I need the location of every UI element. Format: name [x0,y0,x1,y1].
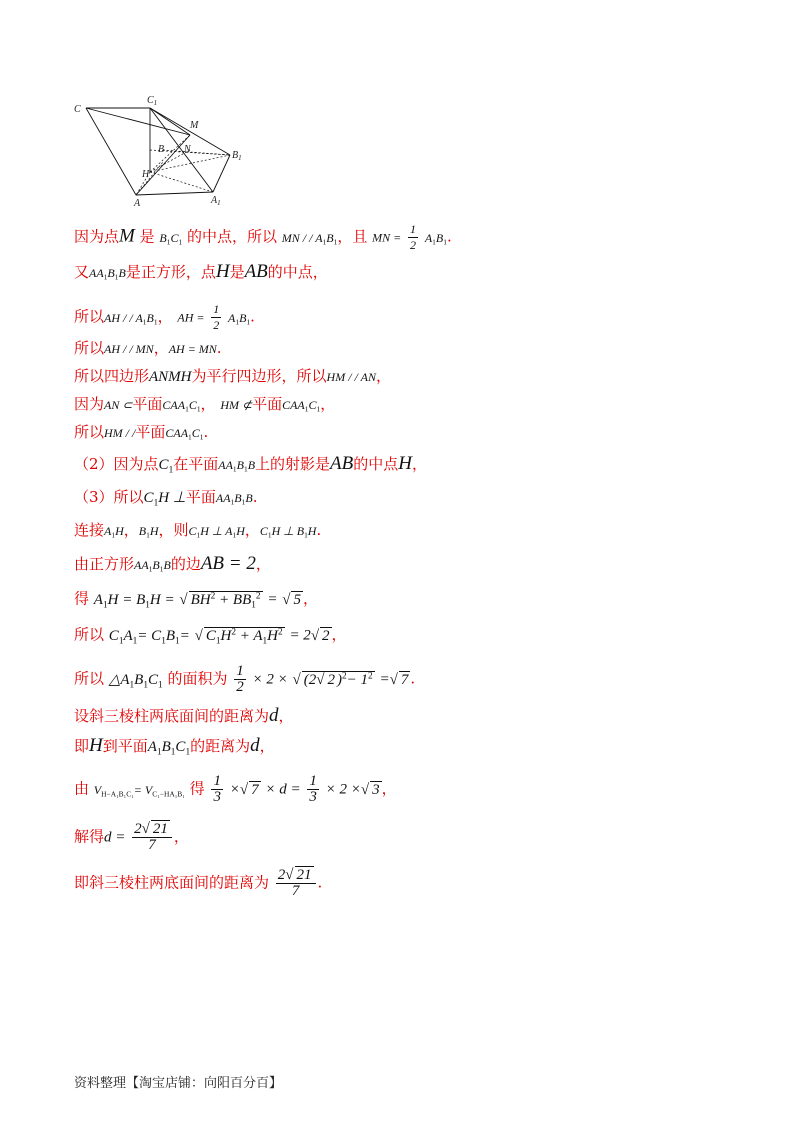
label-B: B [158,144,165,155]
solution-line-5: 所以四边形ANMH为平行四边形，所以HM / / AN， [74,367,391,385]
solution-line-16: 即H到平面$A_1B_1C_1$的距离为d， [74,735,275,758]
solution-line-8: （2）因为点$C_1$在平面$AA_1B_1B$上的射影是AB的中点H， [74,453,428,476]
label-H: H [142,169,150,180]
label-C: C [74,104,81,115]
solution-line-15: 设斜三棱柱两底面间的距离为d， [74,705,294,726]
solution-line-14: 所以 $\triangle A_1B_1C_1$ 的面积为 $\frac{1}{2}$ × 2 × √ (2√ 2 )$^2- 1^2$ =√ 7 . [74,663,416,695]
solution-line-7: 所以HM / /平面$CAA_1C_1$. [74,423,209,442]
solution-line-1: 因为点M 是 $B_1C_1$ 的中点，所以 MN / / $A_1B_1$，且 MN = $\frac{1}{2}$ $A_1B_1$. [74,222,452,252]
solution-line-2: 又$AA_1B_1B$是正方形，点H是AB的中点， [74,261,328,282]
footer-source: 资料整理【淘宝店铺：向阳百分百】 [74,1076,283,1091]
label-B1: $B_1$ [232,150,242,162]
label-C1: $C_1$ [147,95,158,107]
solution-line-17: 由 $V_{H-A_1B_1C_1}= V_{C_1-HA_1B_1}$ 得 $\frac{1}{3}$ ×√ 7 × d = $\frac{1}{3}$ × 2 ×√ 3 ， [74,773,397,805]
solution-line-9: （3）所以$C_1H$ ⊥平面$AA_1B_1B$. [74,488,258,509]
solution-line-18: 解得d = $\frac{2√ 21}{7}$ ， [74,821,189,853]
solution-line-3: 所以AH / / $A_1B_1$， AH = $\frac{1}{2}$ $A_1B_1$. [74,302,255,332]
solution-line-12: 得 $A_1H = B_1H$ = √ $BH^2 + BB_1^2$ = √ 5 ， [74,589,318,610]
label-N: N [184,144,191,155]
solution-line-6: 因为AN ⊂平面$CAA_1C_1$， HM ⊄平面$CAA_1C_1$， [74,395,336,414]
prism-figure [68,92,258,210]
solution-line-10: 连接$A_1H$，$B_1H$，则$C_1H$ ⊥ $A_1H$，$C_1H$ ⊥ $B_1H$. [74,521,322,540]
solution-line-11: 由正方形$AA_1B_1B$的边AB = 2， [74,553,271,574]
solution-line-19: 即斜三棱柱两底面间的距离为 $\frac{2√ 21}{7}$ . [74,867,323,899]
solution-line-13: 所以 $C_1A_1= C_1B_1=$ √ $C_1H^2 + A_1H^2 = 2√$ 2 ， [74,625,347,646]
label-M: M [190,120,199,131]
label-A1: $A_1$ [211,195,221,207]
solution-line-4: 所以AH / / MN，AH = MN. [74,339,222,357]
label-A: A [134,198,141,209]
